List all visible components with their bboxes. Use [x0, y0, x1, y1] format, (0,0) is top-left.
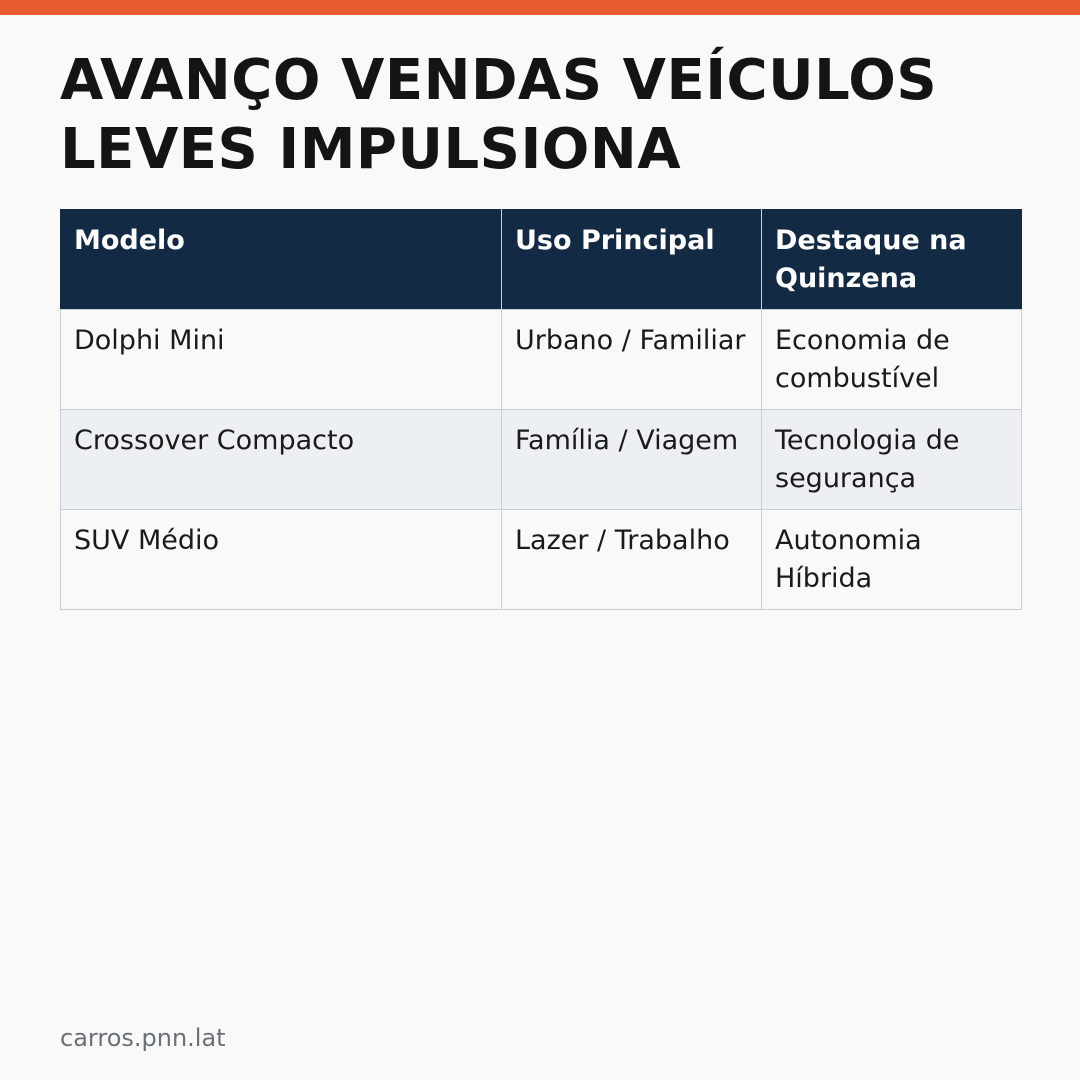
cell-highlight: Tecnologia de segurança — [762, 410, 1022, 510]
column-header-model: Modelo — [61, 210, 502, 310]
table-row — [61, 410, 1022, 510]
model-table — [60, 209, 1022, 610]
cell-model: SUV Médio — [61, 510, 502, 610]
table-row — [61, 510, 1022, 610]
cell-model: Dolphi Mini — [61, 310, 502, 410]
column-header-highlight: Destaque na Quinzena — [762, 210, 1022, 310]
cell-main-use: Urbano / Familiar — [502, 310, 762, 410]
cell-model: Crossover Compacto — [61, 410, 502, 510]
cell-highlight: Economia de combustível — [762, 310, 1022, 410]
cell-main-use: Família / Viagem — [502, 410, 762, 510]
cell-main-use: Lazer / Trabalho — [502, 510, 762, 610]
cell-highlight: Autonomia Híbrida — [762, 510, 1022, 610]
headline: AVANÇO VENDAS VEÍCULOS LEVES IMPULSIONA — [60, 48, 938, 182]
column-header-main-use: Uso Principal — [502, 210, 762, 310]
table-header-row — [61, 210, 1022, 310]
footer-domain: carros.pnn.lat — [60, 1024, 226, 1052]
table-row — [61, 310, 1022, 410]
top-accent-bar — [0, 0, 1080, 15]
